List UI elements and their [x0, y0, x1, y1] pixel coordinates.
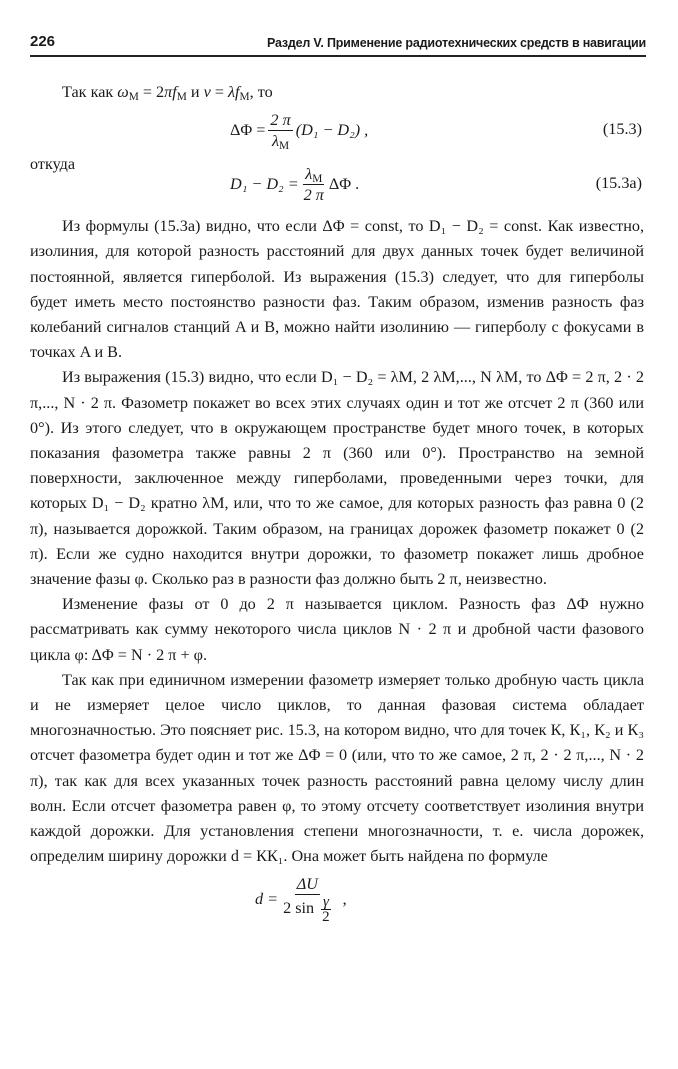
paragraph-4: Так как при единичном измерении фазометр измеряет только дробную часть цикла и не измеряет целое число циклов, то данная фазовая система обладает многозначностью. Это поясняет рис. 15.3, на котором видно, что для точек К, К₁, К₂ и К₃ отсчет фазометра будет один и тот же ΔΦ = 0 (или, что то же самое, 2 π, 2 · 2 π,..., N · 2 π), так как для всех указанных точек разность расстояний равна целому числу длин волн. Если отсчет фазометра равен φ, то этому отсчету соответствует изолиния внутри каждой дорожки. Для установления степени многозначности, т. е. числа дорожек, определим ширину дорожки d = КК₁. Она может быть найдена по формуле: [30, 670, 644, 866]
header-rule: [30, 55, 646, 57]
paragraph-3: Изменение фазы от 0 до 2 π называется циклом. Разность фаз ΔΦ нужно рассматривать как сумму некоторого числа циклов N · 2 π и дробной части фазового цикла φ: ΔΦ = N · 2 π + φ.: [30, 595, 644, 664]
paragraph-1: Из формулы (15.3а) видно, что если ΔΦ = const, то D₁ − D₂ = const. Как известно, изолиния, для которой разность расстояний для двух данных точек будет величиной постоянной, является гиперболой. Из выражения (15.3) следует, что для гиперболы будет иметь место постоянство разности фаз. Таким образом, изменив разность фаз колебаний сигналов станций A и B, можно найти изолинию — гиперболу с фокусами в точках A и B.: [30, 217, 644, 362]
section-title: Раздел V. Применение радиотехнических средств в навигации: [267, 36, 646, 50]
paragraph-2: Из выражения (15.3) видно, что если D₁ − D₂ = λM, 2 λM,..., N λM, то ΔΦ = 2 π, 2 · 2 π,..., N · 2 π. Фазометр покажет во всех этих случаях один и тот же отсчет 2 π (360 или 0°). Из этого следует, что в окружающем пространстве будет много точек, в которых показания фазометра также равны 2 π (360 или 0°). Пространство на земной поверхности, заключенное между гиперболами, проведенными через точки, для которых D₁ − D₂ кратно λM, или, что то же самое, для которых разность фаз равна 0 (2 π), называется дорожкой. Таким образом, на границах дорожек фазометр покажет 0 (2 π). Если же судно находится внутри дорожки, то фазометр покажет лишь дробное значение фазы φ. Сколько раз в разности фаз должно быть 2 π, неизвестно.: [30, 368, 644, 589]
intro-line: Так как $\omega_M = 2\pi f_M$ и $v = \lambda f_M$, то: [62, 83, 273, 103]
fraction: $\frac{2 \pi}{\lambda_M}$: [270, 110, 291, 152]
fraction: ΔU 2 sin $\frac{\gamma}{2}$: [283, 875, 330, 926]
word-otkuda: откуда: [30, 155, 76, 174]
equation-number: (15.3): [602, 120, 642, 139]
formula-d: d = ΔU 2 sin $\frac{\gamma}{2}$ ,: [255, 875, 347, 926]
running-header: [30, 33, 646, 50]
page-body: [30, 80, 644, 929]
fraction: $\frac{\lambda_M}{2 \pi}$: [303, 164, 324, 204]
page-number: 226: [30, 33, 56, 50]
formula-15-3: ΔΦ = $\frac{2 \pi}{\lambda_M}$ (D₁ − D₂) , (15.3): [230, 110, 642, 152]
formula-15-3a: D₁ − D₂ = $\frac{\lambda_M}{2 \pi}$ ΔΦ . (15.3а): [230, 164, 642, 204]
equation-number: (15.3а): [595, 174, 642, 193]
